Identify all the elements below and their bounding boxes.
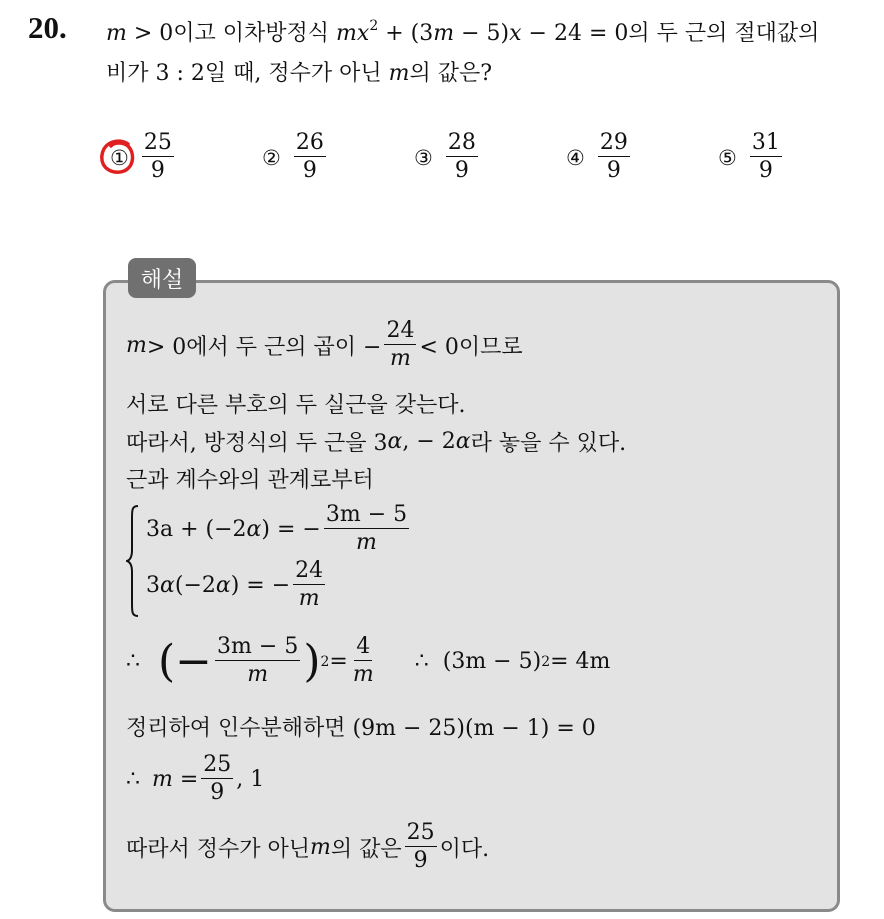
fraction — [201, 752, 233, 807]
solution-line-7 — [126, 752, 264, 807]
var-alpha: α — [215, 573, 231, 598]
numerator: 29 — [599, 130, 628, 155]
choice-marker: ② — [262, 145, 281, 170]
solution-line-1 — [126, 318, 523, 373]
solution-line-8 — [126, 820, 489, 875]
system-brace — [126, 504, 140, 618]
question-line-2 — [106, 56, 492, 87]
numerator: 4 — [356, 634, 371, 659]
denominator: m — [390, 346, 411, 371]
q-text: − 24 = 0의 두 근의 절대값의 — [521, 21, 820, 46]
numerator: 24 — [386, 318, 415, 343]
q-text: > 0이고 이차방정식 — [126, 21, 337, 46]
sol-text: ) = − — [230, 573, 291, 598]
sol-text: = 4m — [550, 649, 611, 674]
sol-text: 따라서, 방정식의 두 근을 3 — [126, 431, 388, 456]
numerator: 3m − 5 — [217, 634, 299, 659]
therefore-symbol: ∴ — [126, 767, 140, 792]
denominator: 9 — [454, 158, 469, 183]
solution-tag: 해설 — [128, 258, 196, 298]
sol-text: , 1 — [236, 767, 265, 792]
var-mx: mx — [336, 21, 370, 46]
denominator: m — [298, 586, 320, 611]
question-number: 20. — [28, 10, 67, 45]
sol-text: 라 놓을 수 있다. — [470, 431, 627, 456]
sol-text: < 0이므로 — [419, 335, 523, 360]
choice-4[interactable] — [566, 130, 633, 185]
choice-marker: ③ — [414, 145, 433, 170]
system-eq-2 — [146, 558, 328, 613]
solution-line-5: ∴ (− $\frac{3m - 5}{m}$ ) 2 = $\frac{4}{m}$ ∴ (3m − 5) 2 = 4m — [126, 634, 611, 687]
var-m: m — [388, 61, 410, 86]
sol-text: > 0에서 두 근의 곱이 − — [146, 335, 382, 360]
var-alpha: α — [387, 429, 403, 454]
fraction — [405, 820, 437, 875]
sol-text: = — [329, 649, 348, 674]
var-x: x — [509, 21, 522, 46]
q-text: − 5) — [454, 21, 510, 46]
choice-fraction — [142, 130, 174, 185]
denominator: 9 — [210, 780, 225, 805]
var-alpha: α — [246, 517, 262, 542]
paren-close: ) — [303, 635, 321, 687]
numerator: 26 — [295, 130, 324, 155]
answer-circle-mark — [98, 137, 138, 177]
choice-marker: ① — [110, 145, 129, 170]
exponent: 2 — [369, 18, 379, 34]
numerator: 31 — [751, 130, 780, 155]
var-m: m — [106, 21, 127, 46]
fraction — [215, 634, 300, 689]
numerator: 25 — [406, 820, 435, 845]
solution-line-2: 서로 다른 부호의 두 실근을 갖는다. — [126, 393, 466, 418]
numerator: 25 — [203, 752, 232, 777]
var-m: m — [310, 835, 331, 860]
sol-text: m = — [152, 767, 199, 792]
solution-line-3 — [126, 426, 626, 457]
fraction — [384, 318, 416, 373]
sol-text: 3 — [146, 573, 160, 598]
var-m: m — [433, 21, 455, 46]
system-eq-1 — [146, 502, 412, 557]
var-alpha: α — [455, 429, 471, 454]
denominator: 9 — [302, 158, 317, 183]
numerator: 3m − 5 — [325, 502, 408, 527]
denominator: 9 — [606, 158, 621, 183]
choice-marker: ④ — [566, 145, 585, 170]
choice-marker: ⑤ — [718, 145, 737, 170]
denominator: 9 — [758, 158, 773, 183]
choice-fraction — [598, 130, 630, 185]
choice-fraction — [446, 130, 478, 185]
choice-2[interactable] — [262, 130, 329, 185]
denominator: 9 — [413, 848, 428, 873]
question-line-1 — [106, 16, 819, 47]
choice-3[interactable] — [414, 130, 481, 185]
numerator: 28 — [447, 130, 476, 155]
numerator: 25 — [143, 130, 172, 155]
sol-text: (−2 — [174, 573, 216, 598]
fraction — [351, 634, 376, 689]
choice-5[interactable] — [718, 130, 785, 185]
q-text: 의 값은? — [409, 61, 493, 86]
solution-line-4: 근과 계수와의 관계로부터 — [126, 468, 374, 493]
numerator: 24 — [295, 558, 324, 583]
denominator: m — [352, 662, 374, 687]
q-text: + (3 — [378, 21, 434, 46]
sol-text: ) = − — [261, 517, 321, 542]
q-text: 비가 3 : 2일 때, 정수가 아닌 — [106, 61, 389, 86]
fraction — [324, 502, 409, 557]
var-alpha: α — [160, 573, 175, 598]
paren-open: (− — [158, 635, 213, 687]
sol-text: , − 2 — [402, 429, 456, 454]
denominator: m — [247, 662, 269, 687]
therefore-symbol: ∴ — [126, 649, 140, 674]
denominator: m — [356, 530, 377, 555]
fraction — [293, 558, 325, 613]
var-m: m — [126, 333, 147, 358]
choice-fraction — [750, 130, 782, 185]
sol-text: 이다. — [439, 837, 490, 862]
choice-fraction — [294, 130, 326, 185]
therefore-symbol: ∴ — [414, 649, 429, 674]
sol-text: 3a + (−2 — [146, 517, 247, 542]
sol-text: 의 값은 — [330, 837, 402, 862]
denominator: 9 — [150, 158, 165, 183]
sol-text: 따라서 정수가 아닌 — [126, 837, 311, 862]
solution-line-6: 정리하여 인수분해하면 (9m − 25)(m − 1) = 0 — [126, 716, 596, 741]
sol-text: (3m − 5) — [442, 649, 542, 674]
